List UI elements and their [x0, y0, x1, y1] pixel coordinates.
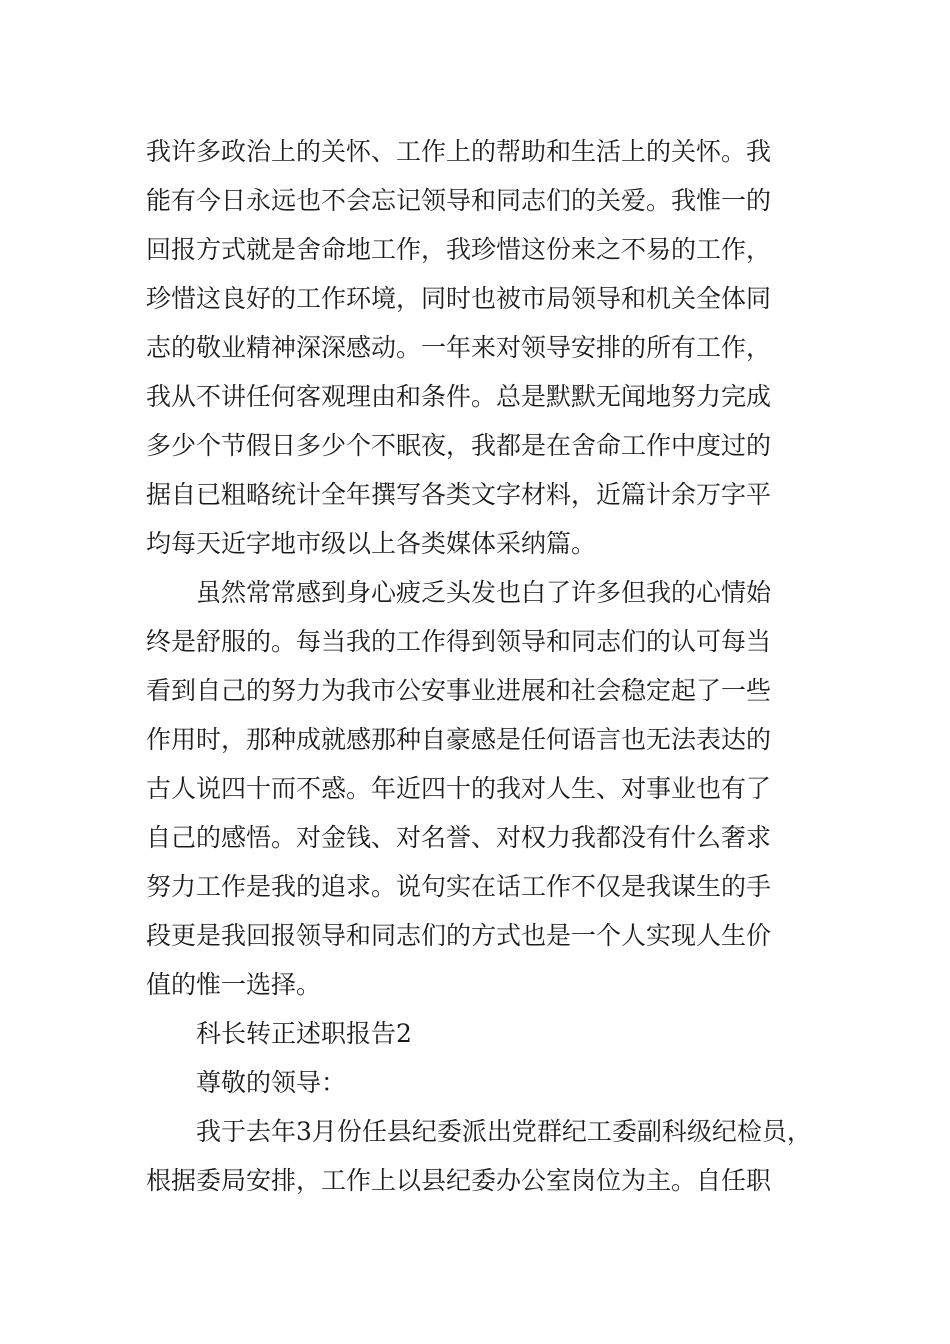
salutation-text: 尊敬的领导： — [196, 1068, 347, 1097]
heading-text: 科长转正述职报告2 — [196, 1019, 412, 1048]
text-line: 看到自己的努力为我市公安事业进展和社会稳定起了一些 — [146, 676, 772, 705]
text-line: 作用时，那种成就感那种自豪感是任何语言也无法表达的 — [146, 725, 772, 754]
text-line: 能有今日永远也不会忘记领导和同志们的关爱。我惟一的 — [146, 186, 772, 215]
text-line: 根据委局安排，工作上以县纪委办公室岗位为主。自任职 — [146, 1166, 772, 1195]
document-body — [146, 127, 826, 1205]
text-line: 志的敬业精神深深感动。一年来对领导安排的所有工作， — [146, 333, 772, 362]
text-line: 我于去年3月份任县纪委派出党群纪工委副科级纪检员， — [196, 1117, 812, 1146]
text-line: 据自已粗略统计全年撰写各类文字材料，近篇计余万字平 — [146, 480, 772, 509]
paragraph — [146, 568, 826, 1009]
text-line: 回报方式就是舍命地工作，我珍惜这份来之不易的工作， — [146, 235, 772, 264]
text-line: 段更是我回报领导和同志们的方式也是一个人实现人生价 — [146, 921, 772, 950]
text-line: 均每天近字地市级以上各类媒体采纳篇。 — [146, 529, 597, 558]
text-line: 终是舒服的。每当我的工作得到领导和同志们的认可每当 — [146, 627, 772, 656]
text-line: 自己的感悟。对金钱、对名誉、对权力我都没有什么奢求 — [146, 823, 772, 852]
text-line: 我从不讲任何客观理由和条件。总是默默无闻地努力完成 — [146, 382, 772, 411]
text-line: 值的惟一选择。 — [146, 970, 322, 999]
text-line: 我许多政治上的关怀、工作上的帮助和生活上的关怀。我 — [146, 137, 772, 166]
paragraph — [146, 127, 826, 568]
salutation — [146, 1058, 826, 1107]
text-line: 珍惜这良好的工作环境，同时也被市局领导和机关全体同 — [146, 284, 772, 313]
text-line: 古人说四十而不惑。年近四十的我对人生、对事业也有了 — [146, 774, 772, 803]
text-line: 虽然常常感到身心疲乏头发也白了许多但我的心情始 — [196, 578, 772, 607]
text-line: 多少个节假日多少个不眠夜，我都是在舍命工作中度过的 — [146, 431, 772, 460]
paragraph — [146, 1107, 826, 1205]
text-line: 努力工作是我的追求。说句实在话工作不仅是我谋生的手 — [146, 872, 772, 901]
section-heading — [146, 1009, 826, 1058]
